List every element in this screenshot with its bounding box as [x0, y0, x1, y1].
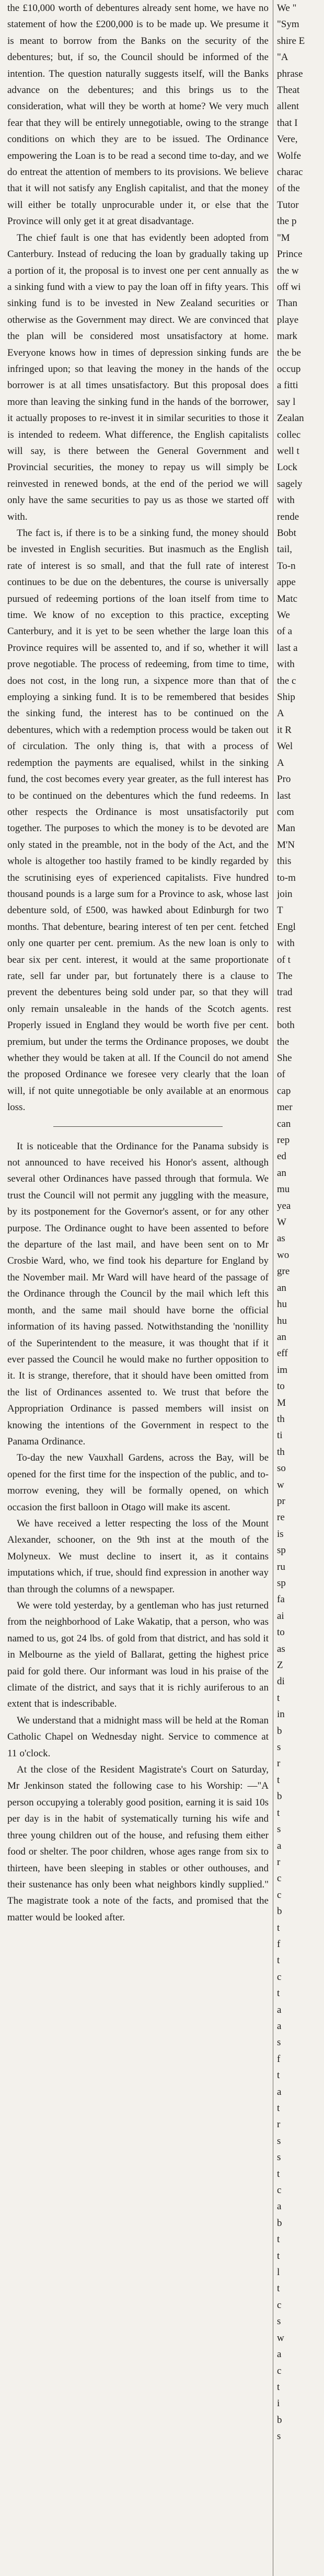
- adjacent-column-line: t: [277, 2070, 280, 2081]
- adjacent-column-line: to-m: [277, 872, 296, 883]
- adjacent-column-line: last a: [277, 642, 298, 654]
- adjacent-column-line: t: [277, 1922, 280, 1933]
- adjacent-column-line: so: [277, 1463, 286, 1474]
- adjacent-column-line: r: [277, 1758, 281, 1769]
- adjacent-column-line: f: [277, 1938, 281, 1950]
- adjacent-column-line: tail,: [277, 544, 293, 555]
- adjacent-column-line: the c: [277, 675, 296, 686]
- adjacent-column-line: sp: [277, 1545, 286, 1556]
- adjacent-column-line: s: [277, 2431, 281, 2442]
- adjacent-column-line: s: [277, 1742, 281, 1753]
- adjacent-column-line: t: [277, 1692, 280, 1704]
- adjacent-column-line: T: [277, 905, 283, 916]
- adjacent-column-line: t: [277, 1807, 280, 1819]
- adjacent-column-line: a: [277, 1840, 282, 1851]
- adjacent-column-line: re: [277, 1512, 285, 1523]
- adjacent-column-line: with: [277, 938, 295, 949]
- adjacent-column-line: Matc: [277, 593, 298, 604]
- adjacent-column-line: c: [277, 1971, 282, 1983]
- adjacent-column-line: f: [277, 2053, 281, 2065]
- adjacent-column-line: t: [277, 2103, 280, 2114]
- adjacent-column-line: Z: [277, 1660, 283, 1671]
- adjacent-column-line: Wel: [277, 741, 293, 752]
- adjacent-column-line: M'N: [277, 839, 295, 850]
- adjacent-column-line: Man: [277, 823, 295, 834]
- adjacent-column-line: s: [277, 2037, 281, 2048]
- adjacent-column-line: eff: [277, 1348, 288, 1359]
- adjacent-column-line: c: [277, 2299, 282, 2311]
- adjacent-column-line: Pro: [277, 774, 291, 785]
- adjacent-column-line: r: [277, 1856, 281, 1868]
- adjacent-column-line: mark: [277, 331, 298, 342]
- adjacent-column-line: Lock: [277, 462, 298, 473]
- adjacent-column-line: say l: [277, 396, 296, 407]
- adjacent-column-line: sp: [277, 1578, 286, 1589]
- adjacent-column-line: th: [277, 1413, 285, 1425]
- adjacent-column-line: To-n: [277, 560, 296, 572]
- adjacent-column-line: Prince: [277, 249, 303, 260]
- adjacent-column-line: i: [277, 2398, 280, 2409]
- adjacent-column-line: phrase: [277, 68, 303, 79]
- adjacent-column-line: ti: [277, 1430, 283, 1441]
- adjacent-column-line: b: [277, 2414, 282, 2426]
- paragraph-midnight-mass: We understand that a midnight mass will be held at the Roman Catholic Chapel on Wednesday night. Service to commence at 11 o'clock.: [7, 1715, 269, 1759]
- adjacent-column-line: wo: [277, 1249, 290, 1261]
- adjacent-column-line: "Sym: [277, 19, 299, 30]
- adjacent-column-line: an: [277, 1282, 286, 1293]
- adjacent-column-line: s: [277, 2135, 281, 2147]
- adjacent-column-line: charac: [277, 167, 303, 178]
- paragraph-magistrates-court: At the close of the Resident Magistrate's Court on Saturday, Mr Jenkinson stated the following case to his Worship: —"A person occupying a tolerably good position, earning it is said 10s per day is in the habit of systematically turning his wife and three young children out of the house, and refusing them either food or shelter. The poor children, whose ages range from six to thirteen, have been sleeping in stables or other outhouses, and their sustenance has only been what neighbors kindly supplied." The magistrate took a note of the facts, and promised that the matter would be looked after.: [7, 1764, 269, 1923]
- adjacent-column-line: Than: [277, 298, 298, 309]
- adjacent-column-line: w: [277, 2332, 284, 2344]
- adjacent-column-line: hu: [277, 1315, 287, 1326]
- adjacent-column-line: collec: [277, 429, 301, 440]
- adjacent-column-line: c: [277, 1889, 282, 1901]
- paragraph-panama-subsidy: It is noticeable that the Ordinance for the Panama subsidy is not announced to have received his Honor's assent, although several other Ordinances have passed through that formula. We trust the Council will not permit any juggling with the measure, by its postponement for the Governor's assent, or for any other purpose. The Ordinance ought to have been assented to before the departure of the last mail, and have been sent on to Mr Crosbie Ward, who, we find took his departure for England by the November mail. Mr Ward will have heard of the passage of the Ordinance through the Council by the mail which left this month, and the same mail should have borne the official information of its having passed. Notwithstanding the 'nonillity of the Superintendent to the measure, it was thought that if it ever passed the Council he would make no further opposition to it. It is strange, therefore, that it should have been omitted from the list of Ordinances assented to. We trust that before the Appropriation Ordinance is passed members will insist on knowing the intentions of the Government in respect to the Panama Ordinance.: [7, 1140, 269, 1447]
- adjacent-column-line: with: [277, 659, 295, 670]
- adjacent-column-line: The: [277, 970, 293, 982]
- adjacent-column-line: last: [277, 790, 291, 801]
- adjacent-column-line: of the: [277, 183, 300, 194]
- adjacent-column-line: trad: [277, 987, 293, 998]
- adjacent-column-line: th: [277, 1446, 285, 1458]
- adjacent-column-fragment: [277, 0, 324, 2576]
- adjacent-column-line: b: [277, 1906, 282, 1917]
- adjacent-column-line: is: [277, 1528, 284, 1540]
- adjacent-column-line: b: [277, 2217, 282, 2229]
- adjacent-column-line: an: [277, 1331, 286, 1343]
- adjacent-column-line: it R: [277, 724, 292, 736]
- adjacent-column-line: that I: [277, 117, 298, 129]
- adjacent-column-line: Engl: [277, 921, 296, 933]
- adjacent-column-line: yea: [277, 1200, 291, 1211]
- adjacent-column-line: rest: [277, 1003, 292, 1015]
- paragraph-lake-wakatip-gold: We were told yesterday, by a gentleman who has just returned from the neighborhood of Lake Wakatip, that a person, who was named to us, got 24 lbs. of gold from that district, and has sold it in Melbourne as the yield of Ballarat, getting the highest price paid for gold there. Our informant was loud in his praise of the climate of the district, and says that it is richly auriferous to an extent that is indescribable.: [7, 1600, 269, 1710]
- adjacent-column-line: of a: [277, 626, 293, 637]
- adjacent-column-line: c: [277, 2185, 282, 2196]
- adjacent-column-line: mu: [277, 1184, 290, 1195]
- adjacent-column-line: t: [277, 2381, 280, 2393]
- adjacent-column-line: t: [277, 2283, 280, 2294]
- adjacent-column-line: a: [277, 2349, 282, 2360]
- paragraph-loan-debentures: the £10,000 worth of debentures already sent home, we have no statement of how the £200,000 is to be made up. We presume it is meant to borrow from the Banks on the security of the debentures; but, if so, the Council should be informed of the intention. The question naturally suggests itself, will the Banks advance on the debentures; and this brings us to the consideration, what will they be worth at home? We very much fear that they will be entirely unnegotiable, owing to the strange conditions on which they are to be issued. The Ordinance empowering the Loan is to be read a second time to-day, and we do entreat the attention of members to its provisions. We believe that it will not satisfy any English capitalist, and that the money will either be totally unprocurable under it, or else that the Province will only get it at great disadvantage.: [7, 3, 269, 227]
- adjacent-column-line: fa: [277, 1594, 285, 1605]
- adjacent-column-line: b: [277, 1791, 282, 1802]
- adjacent-column-line: occup: [277, 363, 301, 375]
- adjacent-column-line: both: [277, 1020, 295, 1031]
- adjacent-column-line: shire E: [277, 35, 305, 46]
- paragraph-sinking-fund-fault: The chief fault is one that has evidently been adopted from Canterbury. Instead of reducing the loan by gradually taking up a portion of it, the proposal is to invest one per cent annually as a sinking fund with a view to pay the loan off in fifty years. This sinking fund is to be invested in New Zealand securities or otherwise as the Government may direct. We are convinced that the plan will be considered most unsatisfactory at home. Everyone knows how in times of depression sinking funds are infringed upon; so that leaving the money in the hands of the borrower is at all times unsatisfactory. But this proposal does more than leaving the sinking fund in the hands of the borrower, it actually proposes to re-invest it in similar securities to those it is intended to redeem. What difference, the English capitalists will say, is there between the General Government and Provincial securities, the money to repay us will simply be reinvested in renewed bonds, at the end of the period we will only have the same securities to pay us as those we started off with.: [7, 232, 269, 522]
- adjacent-column-line: as: [277, 1233, 285, 1244]
- adjacent-column-line: com: [277, 806, 294, 818]
- adjacent-column-line: the: [277, 1036, 290, 1047]
- adjacent-column-line: Wolfe: [277, 150, 301, 161]
- adjacent-column-line: of: [277, 1069, 285, 1080]
- adjacent-column-line: A: [277, 757, 284, 768]
- adjacent-column-line: t: [277, 2234, 280, 2245]
- adjacent-column-line: a: [277, 2086, 282, 2097]
- adjacent-column-line: the w: [277, 265, 299, 276]
- adjacent-column-line: t: [277, 2250, 280, 2262]
- adjacent-column-line: cap: [277, 1085, 291, 1097]
- adjacent-column-line: c: [277, 2365, 282, 2376]
- adjacent-column-line: well t: [277, 445, 299, 457]
- adjacent-column-line: a: [277, 2004, 282, 2015]
- adjacent-column-line: join: [277, 888, 293, 900]
- adjacent-column-line: playe: [277, 314, 299, 325]
- adjacent-column-line: Vere,: [277, 134, 298, 145]
- adjacent-column-line: Theat: [277, 85, 300, 96]
- adjacent-column-line: in: [277, 1709, 285, 1720]
- adjacent-column-line: We: [277, 610, 290, 621]
- adjacent-column-line: l: [277, 2267, 280, 2278]
- adjacent-column-line: ru: [277, 1561, 285, 1572]
- adjacent-column-line: ed: [277, 1151, 286, 1162]
- adjacent-column-line: Ship: [277, 692, 295, 703]
- adjacent-column-line: sagely: [277, 478, 303, 489]
- adjacent-column-line: t: [277, 1774, 280, 1786]
- adjacent-column-line: rep: [277, 1135, 290, 1146]
- adjacent-column-line: di: [277, 1676, 285, 1687]
- adjacent-column-line: with: [277, 495, 295, 506]
- adjacent-column-line: hu: [277, 1299, 287, 1310]
- adjacent-column-line: b: [277, 1725, 282, 1736]
- adjacent-column-line: She: [277, 1053, 292, 1064]
- adjacent-column-line: t: [277, 1955, 280, 1966]
- adjacent-column-line: to: [277, 1627, 285, 1638]
- adjacent-column-line: the be: [277, 347, 301, 358]
- adjacent-column-line: c: [277, 1873, 282, 1884]
- adjacent-column-line: mer: [277, 1102, 293, 1113]
- adjacent-column-line: of t: [277, 954, 291, 965]
- adjacent-column-line: this: [277, 856, 292, 867]
- adjacent-column-line: r: [277, 2119, 281, 2130]
- adjacent-column-line: appe: [277, 577, 296, 588]
- paragraph-vauxhall-gardens: To-day the new Vauxhall Gardens, across the Bay, will be opened for the first time for the inspection of the public, and to-morrow evening, they will be formally opened, on which occasion the first balloon in Otago will make its ascent.: [7, 1452, 269, 1513]
- adjacent-column-line: can: [277, 1118, 291, 1129]
- adjacent-column-line: allent: [277, 101, 299, 112]
- adjacent-column-line: a: [277, 2020, 282, 2032]
- adjacent-column-line: s: [277, 1824, 281, 1835]
- adjacent-column-line: Zealan: [277, 413, 304, 424]
- adjacent-column-line: im: [277, 1364, 288, 1376]
- paragraph-redemption-process: The fact is, if there is to be a sinking fund, the money should be invested in English securities. But inasmuch as the English rate of interest is so small, and that the full rate of interest continues to be due on the debentures, the course is universally pursued of redeeming portions of the loan itself from time to time. We know of no exception to this practice, excepting Canterbury, and it is yet to be seen whether the large loan this Province requires will be assented to, and if so, whether it will prove negotiable. The process of redeeming, from time to time, does not cost, in the long run, a sixpence more than that of employing a sinking fund. It is to be remembered that besides the sinking fund, the interest has to be continued on the debentures, which with a redemption process would be taken out of circulation. The only thing is, that with a process of redemption the payments are equalised, whilst in the sinking fund, the cost becomes every year greater, as the full interest has to be continued on the debentures which the fund redeems. In other respects the Ordinance is most unsatisfactorily put together. The purposes to which the money is to be devoted are only stated in the preamble, not in the body of the Act, and the whole is altogether too hastily framed to be kindly regarded by the scrutinising eyes of experienced capitalists. Five hundred thousand pounds is a large sum for a Province to ask, whose last debenture sold, of £500, was hawked about Edinburgh for two months. That debenture, bearing interest of ten per cent. fetched only one quarter per cent. premium. As the new loan is only to bear six per cent. interest, it would at the same proportionate rate, sell far under par, but fortunately there is a clause to prevent the debentures being sold under par, so that they will only remain unsaleable in the hands of the Scotch agents. Properly issued in England they would be worth five per cent. premium, but under the terms the Ordinance proposes, we doubt whether they would be taken at all. If the Council do not amend the proposed Ordinance we foresee very clearly that the loan will, if not quite unnegotiable be only available at an enormous loss.: [7, 528, 269, 1113]
- adjacent-column-line: to: [277, 1381, 285, 1392]
- adjacent-column-line: Bobt: [277, 528, 296, 539]
- adjacent-column-line: t: [277, 2168, 280, 2179]
- adjacent-column-line: w: [277, 1479, 284, 1490]
- adjacent-column-line: t: [277, 1988, 280, 1999]
- adjacent-column-line: "A: [277, 52, 288, 63]
- article-divider: [53, 1126, 223, 1127]
- adjacent-column-line: "M: [277, 232, 290, 243]
- adjacent-column-line: Tutor: [277, 199, 299, 211]
- adjacent-column-line: ai: [277, 1610, 284, 1622]
- adjacent-column-line: an: [277, 1167, 286, 1179]
- adjacent-column-line: A: [277, 708, 284, 719]
- adjacent-column-line: We ": [277, 3, 297, 14]
- adjacent-column-line: s: [277, 2152, 281, 2163]
- adjacent-column-line: a fitti: [277, 380, 298, 391]
- adjacent-column-line: as: [277, 1643, 285, 1654]
- adjacent-column-line: gre: [277, 1266, 290, 1277]
- adjacent-column-line: s: [277, 2316, 281, 2327]
- adjacent-column-line: the p: [277, 216, 297, 227]
- adjacent-column-line: off wi: [277, 281, 301, 293]
- paragraph-mount-alexander-letter: We have received a letter respecting the loss of the Mount Alexander, schooner, on the 9th inst at the mouth of the Molyneux. We must decline to insert it, as it contains imputations which, if true, should find expression in another way than through the columns of a newspaper.: [7, 1518, 269, 1595]
- adjacent-column-line: M: [277, 1397, 286, 1408]
- adjacent-column-line: rende: [277, 511, 299, 522]
- adjacent-column-line: W: [277, 1217, 286, 1228]
- main-column: [7, 0, 269, 2576]
- adjacent-column-line: pr: [277, 1495, 285, 1507]
- adjacent-column-line: a: [277, 2201, 282, 2212]
